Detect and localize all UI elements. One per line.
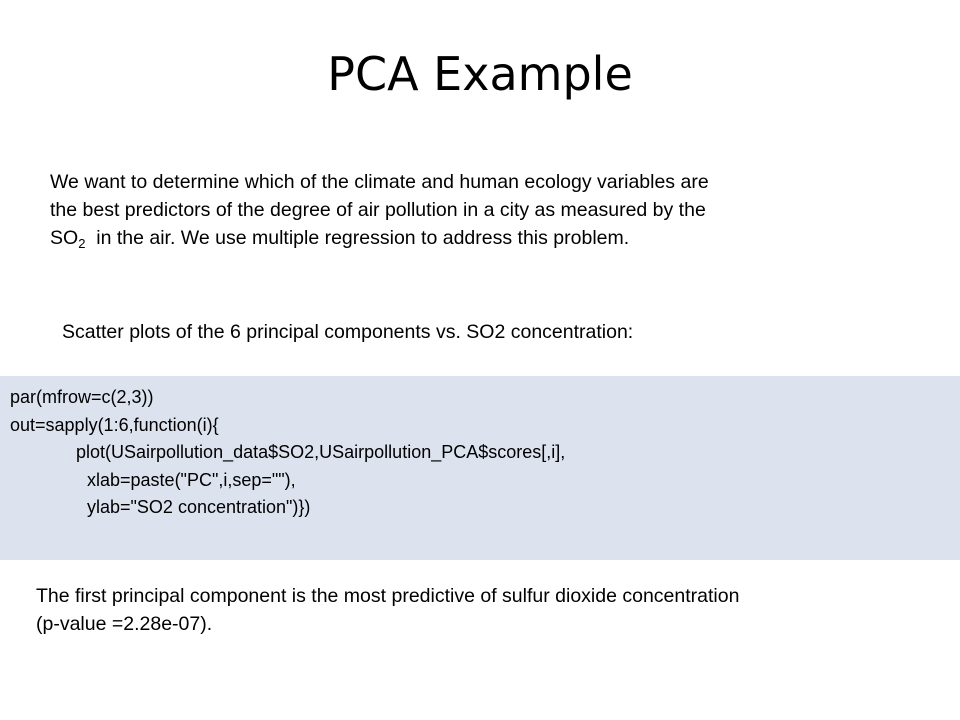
- code-line: out=sapply(1:6,function(i){: [10, 414, 219, 435]
- code-line: plot(USairpollution_data$SO2,USairpollution_PCA$scores[,i],: [76, 442, 566, 462]
- intro-line-2: the best predictors of the degree of air pollution in a city as measured by the: [50, 199, 706, 221]
- intro-line-3: [50, 224, 880, 252]
- intro-line-3-text: in the air. We use multiple regression to address this problem.: [85, 227, 630, 249]
- slide-title: PCA Example: [327, 47, 633, 101]
- so2-label: SO: [50, 227, 79, 249]
- conclusion-line-1: The first principal component is the most predictive of sulfur dioxide concentration: [36, 585, 740, 607]
- scatter-caption: Scatter plots of the 6 principal components vs. SO2 concentration:: [62, 321, 634, 343]
- intro-line-1: We want to determine which of the climate and human ecology variables are: [50, 171, 709, 193]
- code-block: [0, 376, 960, 560]
- conclusion-paragraph: [36, 582, 916, 638]
- conclusion-line-2: (p-value =2.28e-07).: [36, 613, 213, 635]
- intro-paragraph: [50, 168, 880, 252]
- code-line: ylab="SO2 concentration")}): [82, 497, 311, 517]
- code-line: par(mfrow=c(2,3)): [10, 387, 154, 407]
- code-line: xlab=paste("PC",i,sep=""),: [82, 469, 296, 490]
- so2-subscript: 2: [78, 236, 86, 251]
